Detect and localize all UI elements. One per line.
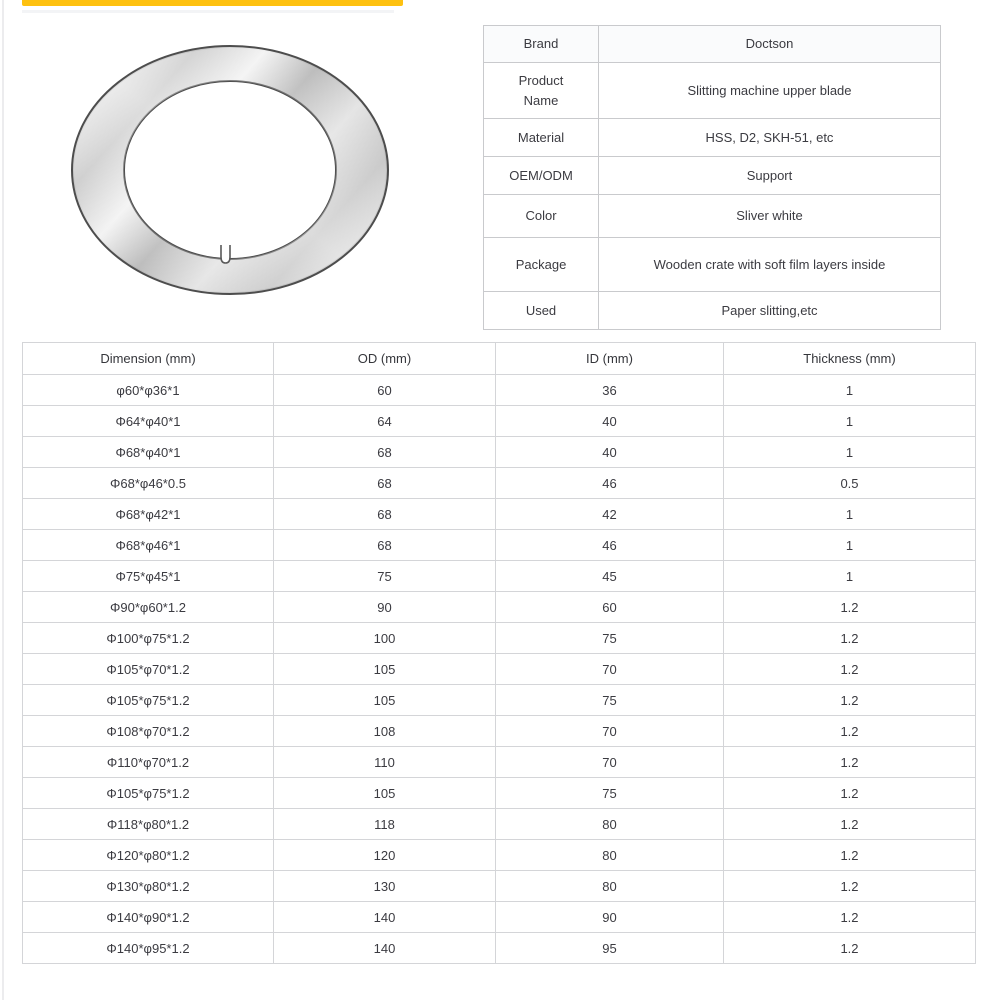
dimension-cell: Φ64*φ40*1: [23, 406, 274, 437]
dimension-cell: Φ75*φ45*1: [23, 561, 274, 592]
table-row: [23, 933, 976, 964]
od-cell: 118: [274, 809, 496, 840]
thickness-cell: 1: [724, 530, 976, 561]
thickness-cell: 1: [724, 561, 976, 592]
id-cell: 45: [496, 561, 724, 592]
od-cell: 100: [274, 623, 496, 654]
od-cell: 64: [274, 406, 496, 437]
table-row: [23, 468, 976, 499]
spec-value: Wooden crate with soft film layers inside: [599, 238, 941, 292]
table-row: [23, 654, 976, 685]
dimension-cell: φ60*φ36*1: [23, 375, 274, 406]
dimension-cell: Φ105*φ70*1.2: [23, 654, 274, 685]
thickness-cell: 1.2: [724, 809, 976, 840]
thickness-cell: 1.2: [724, 592, 976, 623]
id-cell: 70: [496, 747, 724, 778]
od-cell: 140: [274, 902, 496, 933]
dimension-cell: Φ100*φ75*1.2: [23, 623, 274, 654]
header-od: OD (mm): [274, 343, 496, 375]
id-cell: 75: [496, 623, 724, 654]
table-row: [484, 157, 941, 195]
page-left-border: [2, 0, 4, 1000]
thickness-cell: 1.2: [724, 747, 976, 778]
thickness-cell: 1.2: [724, 840, 976, 871]
od-cell: 105: [274, 778, 496, 809]
thickness-cell: 1: [724, 437, 976, 468]
id-cell: 75: [496, 685, 724, 716]
dimension-cell: Φ68*φ46*0.5: [23, 468, 274, 499]
spec-value: Paper slitting,etc: [599, 292, 941, 330]
table-row: [484, 119, 941, 157]
spec-label: Brand: [484, 26, 599, 63]
spec-table: [483, 25, 941, 330]
spec-label: Used: [484, 292, 599, 330]
dimension-table: [22, 342, 975, 964]
thickness-cell: 1: [724, 499, 976, 530]
id-cell: 70: [496, 716, 724, 747]
thickness-cell: 1: [724, 406, 976, 437]
thickness-cell: 1.2: [724, 933, 976, 964]
header-dimension: Dimension (mm): [23, 343, 274, 375]
spec-value: Sliver white: [599, 195, 941, 238]
dimension-table-body: [23, 375, 976, 964]
id-cell: 90: [496, 902, 724, 933]
od-cell: 68: [274, 499, 496, 530]
header-id: ID (mm): [496, 343, 724, 375]
table-row: [484, 238, 941, 292]
top-shadow-strip: [22, 10, 394, 13]
spec-table-body: [484, 26, 941, 330]
table-row: [484, 63, 941, 119]
table-row: [23, 406, 976, 437]
dimension-cell: Φ140*φ90*1.2: [23, 902, 274, 933]
spec-label: Color: [484, 195, 599, 238]
id-cell: 42: [496, 499, 724, 530]
spec-value: HSS, D2, SKH-51, etc: [599, 119, 941, 157]
header-thickness: Thickness (mm): [724, 343, 976, 375]
dimension-cell: Φ110*φ70*1.2: [23, 747, 274, 778]
dimension-cell: Φ68*φ40*1: [23, 437, 274, 468]
od-cell: 130: [274, 871, 496, 902]
dimension-cell: Φ130*φ80*1.2: [23, 871, 274, 902]
od-cell: 90: [274, 592, 496, 623]
table-row: [23, 809, 976, 840]
spec-label: Package: [484, 238, 599, 292]
table-row: [23, 685, 976, 716]
thickness-cell: 1: [724, 375, 976, 406]
id-cell: 40: [496, 437, 724, 468]
spec-value: Slitting machine upper blade: [599, 63, 941, 119]
spec-value: Doctson: [599, 26, 941, 63]
product-photo: [35, 28, 430, 308]
thickness-cell: 1.2: [724, 778, 976, 809]
od-cell: 75: [274, 561, 496, 592]
table-row: [23, 561, 976, 592]
table-row: [23, 592, 976, 623]
id-cell: 80: [496, 840, 724, 871]
thickness-cell: 1.2: [724, 902, 976, 933]
od-cell: 140: [274, 933, 496, 964]
dimension-cell: Φ118*φ80*1.2: [23, 809, 274, 840]
id-cell: 70: [496, 654, 724, 685]
table-row: [23, 530, 976, 561]
dimension-cell: Φ90*φ60*1.2: [23, 592, 274, 623]
table-row: [23, 716, 976, 747]
dimension-cell: Φ108*φ70*1.2: [23, 716, 274, 747]
table-row: [484, 292, 941, 330]
od-cell: 110: [274, 747, 496, 778]
table-row: [23, 623, 976, 654]
spec-label: Product Name: [484, 63, 599, 119]
keyway-notch: [221, 245, 230, 263]
dimension-cell: Φ68*φ46*1: [23, 530, 274, 561]
id-cell: 95: [496, 933, 724, 964]
table-row: [484, 195, 941, 238]
id-cell: 40: [496, 406, 724, 437]
top-accent-bar: [22, 0, 403, 6]
od-cell: 60: [274, 375, 496, 406]
id-cell: 46: [496, 530, 724, 561]
table-row: [23, 747, 976, 778]
thickness-cell: 1.2: [724, 654, 976, 685]
thickness-cell: 0.5: [724, 468, 976, 499]
spec-value: Support: [599, 157, 941, 195]
thickness-cell: 1.2: [724, 716, 976, 747]
dimension-table-head: [23, 343, 976, 375]
spec-label: Material: [484, 119, 599, 157]
id-cell: 46: [496, 468, 724, 499]
blade-ring-image: [35, 28, 430, 308]
thickness-cell: 1.2: [724, 685, 976, 716]
id-cell: 60: [496, 592, 724, 623]
id-cell: 80: [496, 809, 724, 840]
table-row: [23, 871, 976, 902]
table-row: [23, 375, 976, 406]
dimension-cell: Φ140*φ95*1.2: [23, 933, 274, 964]
id-cell: 75: [496, 778, 724, 809]
table-row: [23, 499, 976, 530]
table-row: [484, 26, 941, 63]
table-row: [23, 437, 976, 468]
dimension-cell: Φ68*φ42*1: [23, 499, 274, 530]
dimension-cell: Φ105*φ75*1.2: [23, 685, 274, 716]
od-cell: 108: [274, 716, 496, 747]
od-cell: 68: [274, 437, 496, 468]
table-row: [23, 840, 976, 871]
od-cell: 105: [274, 685, 496, 716]
table-row: [23, 778, 976, 809]
id-cell: 80: [496, 871, 724, 902]
od-cell: 105: [274, 654, 496, 685]
od-cell: 68: [274, 530, 496, 561]
thickness-cell: 1.2: [724, 623, 976, 654]
od-cell: 68: [274, 468, 496, 499]
spec-label: OEM/ODM: [484, 157, 599, 195]
id-cell: 36: [496, 375, 724, 406]
thickness-cell: 1.2: [724, 871, 976, 902]
dimension-cell: Φ120*φ80*1.2: [23, 840, 274, 871]
table-row: [23, 902, 976, 933]
header-row: [23, 343, 976, 375]
od-cell: 120: [274, 840, 496, 871]
dimension-cell: Φ105*φ75*1.2: [23, 778, 274, 809]
